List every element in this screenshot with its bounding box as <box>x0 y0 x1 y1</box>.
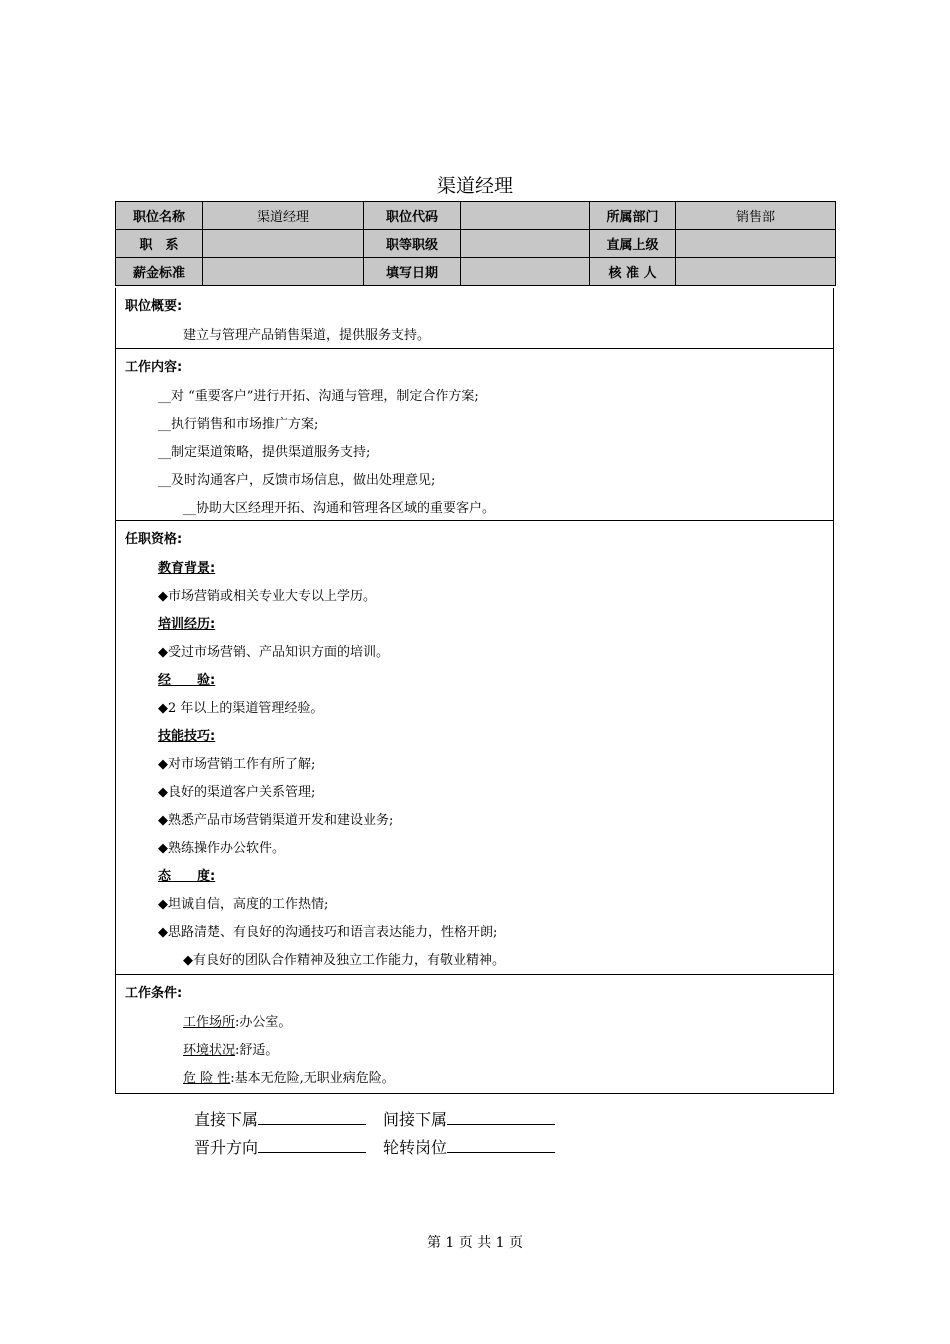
list-item: ◆熟练操作办公软件。 <box>158 841 285 856</box>
label-salary: 薪金标准 <box>116 258 203 286</box>
list-item: ◆坦诚自信，高度的工作热情; <box>158 897 329 912</box>
label-grade: 职等职级 <box>364 230 461 258</box>
education-title: 教育背景: <box>158 561 216 576</box>
condition-value: :办公室。 <box>235 1015 292 1030</box>
value-department: 销售部 <box>676 202 836 230</box>
value-position-code <box>461 202 590 230</box>
value-fill-date <box>461 258 590 286</box>
training-title: 培训经历: <box>158 617 216 632</box>
label-approver: 核 准 人 <box>590 258 676 286</box>
label-position-name: 职位名称 <box>116 202 203 230</box>
direct-subordinate-field <box>194 1107 366 1130</box>
conditions-section <box>115 975 834 1094</box>
rotation-blank[interactable] <box>447 1136 555 1153</box>
table-row <box>116 258 836 286</box>
list-item <box>183 1039 278 1058</box>
indirect-subordinate-field <box>383 1107 555 1130</box>
list-item: ◆良好的渠道客户关系管理; <box>158 785 316 800</box>
duties-heading: 工作内容: <box>125 360 183 375</box>
page-title: 渠道经理 <box>436 175 513 197</box>
label-department: 所属部门 <box>590 202 676 230</box>
list-item: ◆对市场营销工作有所了解; <box>158 757 316 772</box>
overview-heading: 职位概要: <box>125 299 183 314</box>
qualifications-section <box>115 521 834 975</box>
list-item: __及时沟通客户，反馈市场信息，做出处理意见; <box>158 473 436 488</box>
attitude-title: 态 度: <box>158 869 216 884</box>
list-item: __制定渠道策略，提供渠道服务支持; <box>158 445 371 460</box>
indirect-subordinate-label: 间接下属 <box>383 1110 448 1129</box>
condition-label: 工作场所 <box>183 1015 236 1030</box>
rotation-field <box>383 1135 555 1158</box>
list-item: __对 “重要客户”进行开拓、沟通与管理，制定合作方案; <box>158 389 479 404</box>
skills-title: 技能技巧: <box>158 729 216 744</box>
promotion-field <box>194 1135 366 1158</box>
list-item <box>183 1011 291 1030</box>
duties-section <box>115 349 834 521</box>
value-position-name: 渠道经理 <box>203 202 364 230</box>
value-supervisor <box>676 230 836 258</box>
list-item: __协助大区经理开拓、沟通和管理各区域的重要客户。 <box>183 501 496 516</box>
label-job-family: 职 系 <box>116 230 203 258</box>
value-job-family <box>203 230 364 258</box>
value-approver <box>676 258 836 286</box>
promotion-blank[interactable] <box>258 1136 366 1153</box>
direct-subordinate-blank[interactable] <box>258 1108 366 1125</box>
list-item: ◆受过市场营销、产品知识方面的培训。 <box>158 645 389 660</box>
label-fill-date: 填写日期 <box>364 258 461 286</box>
label-position-code: 职位代码 <box>364 202 461 230</box>
page-number: 第 1 页 共 1 页 <box>426 1235 524 1251</box>
list-item: ◆熟悉产品市场营销渠道开发和建设业务; <box>158 813 394 828</box>
condition-label: 环境状况 <box>183 1043 236 1058</box>
promotion-label: 晋升方向 <box>194 1138 259 1157</box>
value-grade <box>461 230 590 258</box>
condition-value: :舒适。 <box>235 1043 279 1058</box>
list-item <box>183 1067 395 1086</box>
label-supervisor: 直属上级 <box>590 230 676 258</box>
list-item: ◆有良好的团队合作精神及独立工作能力，有敬业精神。 <box>183 953 505 968</box>
table-row <box>116 202 836 230</box>
list-item: __执行销售和市场推广方案; <box>158 417 319 432</box>
direct-subordinate-label: 直接下属 <box>194 1110 259 1129</box>
list-item: ◆市场营销或相关专业大专以上学历。 <box>158 589 376 604</box>
rotation-label: 轮转岗位 <box>383 1138 448 1157</box>
list-item: ◆思路清楚、有良好的沟通技巧和语言表达能力，性格开朗; <box>158 925 498 940</box>
overview-section <box>115 288 834 349</box>
value-salary <box>203 258 364 286</box>
list-item: ◆2 年以上的渠道管理经验。 <box>158 701 324 716</box>
conditions-heading: 工作条件: <box>125 986 183 1001</box>
qualifications-heading: 任职资格: <box>125 532 183 547</box>
overview-text: 建立与管理产品销售渠道，提供服务支持。 <box>183 328 431 343</box>
condition-value: :基本无危险,无职业病危险。 <box>230 1071 395 1086</box>
experience-title: 经 验: <box>158 673 216 688</box>
header-table <box>115 201 836 286</box>
condition-label: 危 险 性 <box>183 1071 231 1086</box>
table-row <box>116 230 836 258</box>
indirect-subordinate-blank[interactable] <box>447 1108 555 1125</box>
